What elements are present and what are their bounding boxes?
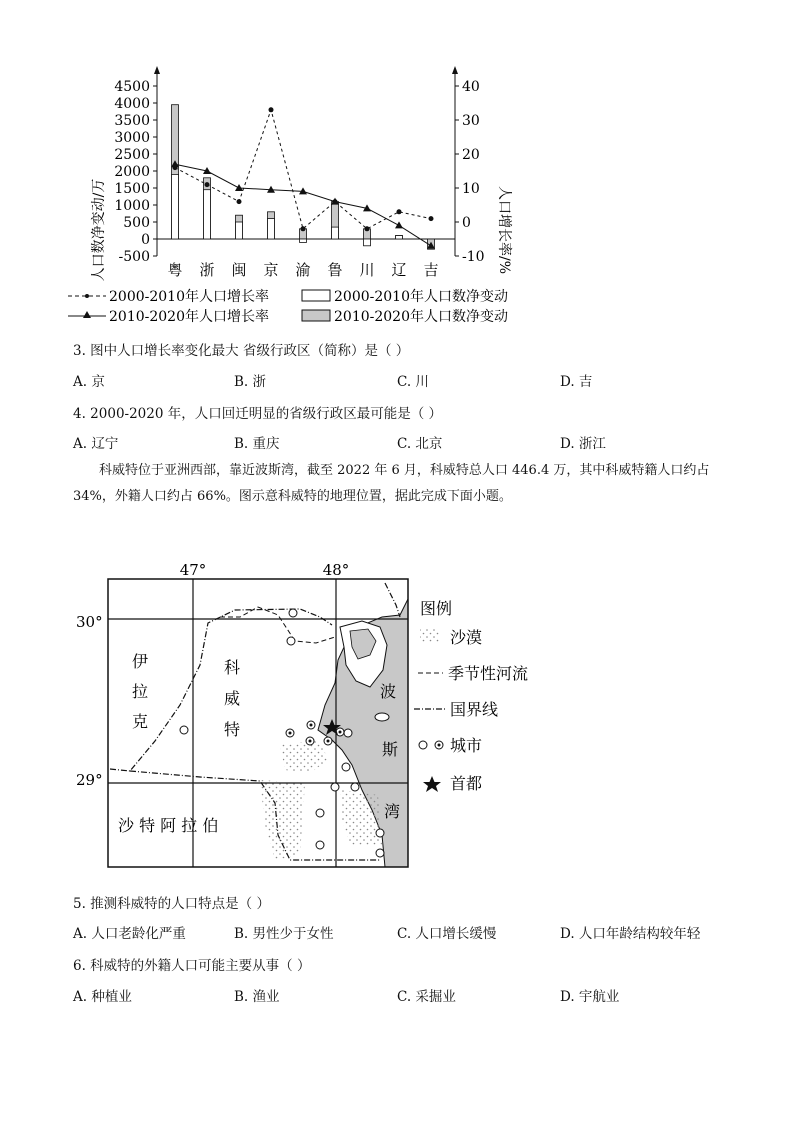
legend-triangle-line-icon (68, 311, 106, 318)
q3-option-d[interactable]: D. 吉 (560, 374, 593, 390)
line-2000-2010 (175, 110, 431, 229)
point-2010-2020 (395, 221, 403, 228)
legend-label-3: 2010-2020年人口增长率 (109, 309, 269, 325)
point-2000-2010 (429, 216, 434, 221)
left-tick-label: 2500 (114, 147, 150, 163)
left-tick-label: -500 (118, 249, 150, 265)
q4-option-c[interactable]: C. 北京 (397, 436, 443, 452)
label-kuwait-3: 特 (224, 720, 241, 739)
lat-label-29: 29° (76, 771, 103, 789)
q4-option-a[interactable]: A. 辽宁 (73, 436, 119, 452)
label-iraq-2: 拉 (132, 682, 149, 701)
q6-option-a[interactable]: A. 种植业 (73, 989, 132, 1005)
map-legend-city: 城市 (450, 736, 483, 755)
map-legend-title: 图例 (420, 599, 453, 618)
category-label: 辽 (391, 261, 407, 279)
desert-area-2 (260, 780, 305, 860)
passage: 科威特位于亚洲西部，靠近波斯湾，截至 2022 年 6 月，科威特总人口 446.4 万，其中科威特籍人口约占 34%，外籍人口约占 66%。图示意科威特的地理位置，据此完成下面小题。 (73, 463, 710, 504)
left-tick-label: 1500 (114, 181, 150, 197)
q6-option-b[interactable]: B. 渔业 (234, 989, 280, 1005)
map-legend-river: 季节性河流 (448, 664, 529, 683)
category-label: 粤 (167, 261, 183, 279)
map-legend-desert: 沙漠 (450, 628, 483, 647)
q6-option-c[interactable]: C. 采掘业 (397, 989, 456, 1005)
label-iraq-1: 伊 (132, 652, 149, 671)
bar-2000-2010 (268, 219, 275, 239)
category-label: 浙 (199, 261, 215, 279)
q5-option-b[interactable]: B. 男性少于女性 (234, 926, 334, 942)
bar-2000-2010 (236, 222, 243, 239)
question-6: 6. 科威特的外籍人口可能主要从事（ ） (73, 958, 311, 974)
label-kuwait-1: 科 (224, 658, 241, 677)
left-tick-label: 0 (141, 232, 150, 248)
label-gulf-1: 波 (380, 682, 397, 701)
bar-2000-2010 (332, 227, 339, 239)
category-label: 渝 (295, 261, 311, 279)
category-label: 鲁 (327, 261, 343, 279)
bar-2000-2010 (396, 236, 403, 239)
q4-option-d[interactable]: D. 浙江 (560, 436, 606, 452)
category-label: 闽 (231, 261, 247, 279)
left-tick-label: 4500 (114, 79, 150, 95)
point-2000-2010 (269, 107, 274, 112)
lat-label-30: 30° (76, 613, 103, 631)
legend-label-4: 2010-2020年人口数净变动 (334, 309, 508, 325)
seasonal-river (220, 607, 335, 643)
legend-label-1: 2000-2010年人口增长率 (109, 289, 269, 305)
legend-star-icon (423, 776, 441, 792)
category-label: 吉 (423, 261, 439, 279)
right-tick-label: 40 (462, 79, 480, 95)
kuwait-map (76, 555, 560, 875)
point-2000-2010 (365, 226, 370, 231)
q4-option-b[interactable]: B. 重庆 (234, 436, 280, 452)
bar-2000-2010 (204, 190, 211, 239)
left-axis-arrow (154, 66, 160, 74)
map-legend-border: 国界线 (450, 700, 499, 719)
left-tick-label: 3000 (114, 130, 150, 146)
q3-option-c[interactable]: C. 川 (397, 374, 429, 390)
label-gulf-2: 斯 (382, 740, 399, 759)
chart-legend (66, 286, 546, 328)
right-axis-arrow (452, 66, 458, 74)
legend-label-2: 2000-2010年人口数净变动 (334, 289, 508, 305)
question-4: 4. 2000-2020 年，人口回迁明显的省级行政区最可能是（ ） (73, 406, 443, 422)
right-tick-label: 20 (462, 147, 480, 163)
point-2000-2010 (237, 199, 242, 204)
bar-2000-2010 (172, 174, 179, 239)
right-tick-label: 30 (462, 113, 480, 129)
left-tick-label: 3500 (114, 113, 150, 129)
category-label: 京 (263, 261, 279, 279)
question-5: 5. 推测科威特的人口特点是（ ） (73, 896, 270, 912)
label-gulf-3: 湾 (384, 802, 401, 821)
q3-option-a[interactable]: A. 京 (73, 374, 105, 390)
question-3: 3. 图中人口增长率变化最大 省级行政区（简称）是（ ） (73, 343, 410, 359)
right-tick-label: -10 (462, 249, 485, 265)
legend-city-icon (419, 741, 443, 749)
legend-dash-dot-line-icon (68, 294, 106, 298)
label-kuwait-2: 威 (224, 689, 241, 708)
q3-option-b[interactable]: B. 浙 (234, 374, 267, 390)
desert-area-1 (280, 740, 328, 773)
right-tick-label: 0 (462, 215, 471, 231)
failaka-island (375, 713, 389, 721)
point-2010-2020 (235, 184, 243, 191)
legend-desert-icon (420, 629, 440, 643)
left-tick-label: 1000 (114, 198, 150, 214)
legend-white-box-icon (302, 290, 330, 301)
left-tick-label: 2000 (114, 164, 150, 180)
point-2000-2010 (397, 209, 402, 214)
lon-label-48: 48° (322, 561, 350, 579)
bar-2000-2010 (300, 239, 307, 242)
q6-option-d[interactable]: D. 宇航业 (560, 989, 620, 1005)
label-iraq-3: 克 (132, 712, 149, 731)
right-tick-label: 10 (462, 181, 480, 197)
q5-option-a[interactable]: A. 人口老龄化严重 (73, 926, 186, 942)
lon-label-47: 47° (179, 561, 207, 579)
point-2000-2010 (205, 182, 210, 187)
bar-2000-2010 (364, 239, 371, 246)
legend-gray-box-icon (302, 310, 330, 321)
point-2000-2010 (301, 226, 306, 231)
right-axis-label: 人口增长率/% (496, 185, 512, 275)
q5-option-d[interactable]: D. 人口年龄结构较年轻 (560, 926, 701, 942)
category-label: 川 (359, 261, 375, 279)
border-iran-iraq (385, 583, 400, 617)
q5-option-c[interactable]: C. 人口增长缓慢 (397, 926, 497, 942)
left-tick-label: 500 (123, 215, 150, 231)
left-axis-label: 人口数净变动/万 (91, 178, 107, 282)
map-legend-capital: 首都 (450, 774, 483, 793)
desert-area-3 (340, 790, 382, 845)
label-saudi: 沙 特 阿 拉 伯 (118, 816, 219, 835)
left-tick-label: 4000 (114, 96, 150, 112)
